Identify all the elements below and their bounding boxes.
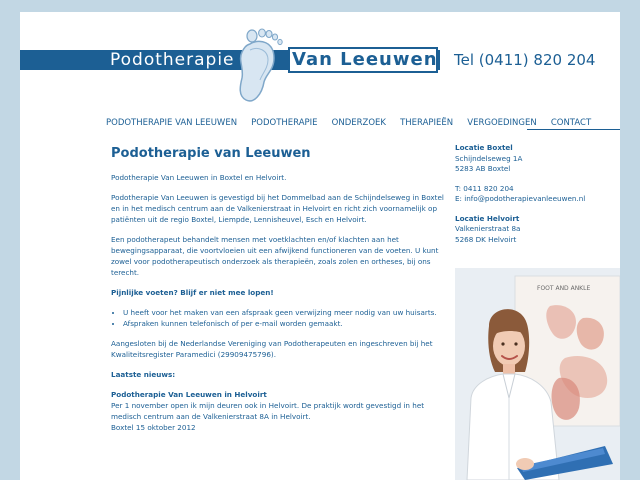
boxtel-street: Schijndelseweg 1A bbox=[455, 153, 523, 163]
helvoirt-street: Valkenierstraat 8a bbox=[455, 224, 521, 233]
sidebar-phone[interactable]: T: 0411 820 204 bbox=[455, 183, 514, 193]
main-content bbox=[111, 146, 444, 433]
news-text: Per 1 november open ik mijn deuren ook in Helvoirt. De praktijk wordt gevestigd in het medisch centrum aan de Valkenierstraat 8A in Helvoirt. bbox=[111, 401, 425, 421]
list-item: • Afspraken kunnen telefonisch of per e-mail worden gemaakt. bbox=[123, 318, 444, 329]
boxtel-city: 5283 AB Boxtel bbox=[455, 164, 511, 173]
brand-name-left: Podotherapie bbox=[110, 50, 235, 70]
foot-logo-icon[interactable] bbox=[230, 24, 290, 106]
intro-paragraph: Podotherapie Van Leeuwen in Boxtel en Helvoirt. bbox=[111, 173, 287, 182]
practitioner-photo bbox=[455, 268, 620, 480]
nav-item-podotherapie-van-leeuwen[interactable]: PODOTHERAPIE VAN LEEUWEN bbox=[106, 118, 238, 128]
nav-item-onderzoek[interactable]: ONDERZOEK bbox=[331, 118, 386, 128]
brand-name-right: Van Leeuwen bbox=[292, 49, 438, 70]
poster-text: FOOT AND ANKLE bbox=[537, 285, 591, 292]
sidebar-email[interactable]: E: info@podotherapievanleeuwen.nl bbox=[455, 194, 586, 203]
nav-active-underline bbox=[527, 129, 620, 130]
nav-item-podotherapie[interactable]: PODOTHERAPIE bbox=[251, 118, 318, 128]
helvoirt-city: 5268 DK Helvoirt bbox=[455, 234, 517, 244]
list-item: • U heeft voor het maken van een afspraak geen verwijzing meer nodig van uw huisarts. bbox=[123, 307, 444, 318]
helvoirt-title: Locatie Helvoirt bbox=[455, 213, 520, 223]
subheading: Pijnlijke voeten? Blijf er niet mee lopen! bbox=[111, 288, 274, 297]
nav-item-contact[interactable]: CONTACT bbox=[550, 118, 592, 128]
nav-item-vergoedingen[interactable]: VERGOEDINGEN bbox=[467, 118, 537, 128]
boxtel-title: Locatie Boxtel bbox=[455, 143, 513, 152]
membership-paragraph: Aangesloten bij de Nederlandse Vereniging van Podotherapeuten en ingeschreven bij het Kwaliteitsregister Paramedici (29909475796). bbox=[111, 339, 433, 359]
location-paragraph: Podotherapie Van Leeuwen is gevestigd bij het Dommelbad aan de Schijndelseweg in Boxtel en in het medisch centrum aan de Valkenierstraat in Helvoirt en richt zich voornamelijk op patiënten uit de regio Boxtel, Liempde, Lennisheuvel, Esch en Helvoirt. bbox=[111, 193, 444, 224]
news-date: Boxtel 15 oktober 2012 bbox=[111, 423, 196, 432]
page bbox=[20, 12, 620, 480]
info-list bbox=[111, 307, 444, 329]
sidebar bbox=[455, 143, 615, 245]
description-paragraph: Een podotherapeut behandelt mensen met voetklachten en/of klachten aan het bewegingsapparaat, die voortvloeien uit een afwijkend functioneren van de voeten. U kunt zowel voor podotherapeutisch onderzoek als therapieën, zoals zolen en ortheses, bij ons terecht. bbox=[111, 235, 439, 277]
news-heading: Laatste nieuws: bbox=[111, 370, 176, 379]
header-phone[interactable]: Tel (0411) 820 204 bbox=[454, 51, 596, 69]
news-title: Podotherapie Van Leeuwen in Helvoirt bbox=[111, 390, 267, 399]
main-nav bbox=[106, 110, 600, 130]
page-title: Podotherapie van Leeuwen bbox=[111, 146, 311, 161]
nav-item-therapieen[interactable]: THERAPIEËN bbox=[400, 118, 454, 128]
